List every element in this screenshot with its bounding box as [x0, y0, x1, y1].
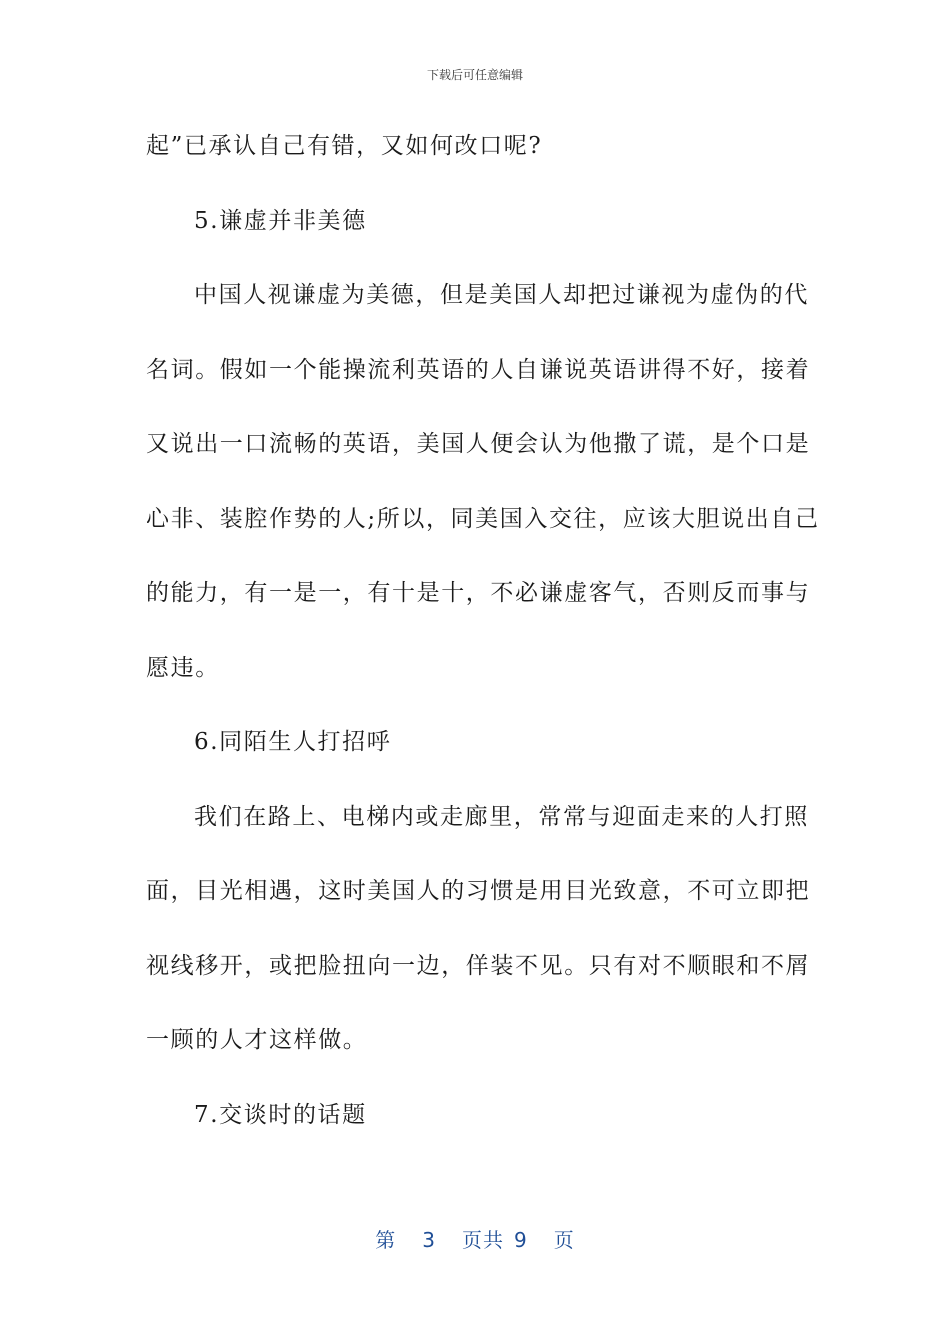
paragraph-line: 我们在路上、电梯内或走廊里，常常与迎面走来的人打照: [194, 803, 809, 830]
paragraph-line: 又说出一口流畅的英语，美国人便会认为他撒了谎，是个口是: [146, 431, 811, 457]
paragraph-line: 的能力，有一是一，有十是十，不必谦虚客气，否则反而事与: [146, 580, 811, 606]
section-heading-7: 7.交谈时的话题: [194, 1101, 367, 1128]
paragraph-line: 视线移开，或把脸扭向一边，佯装不见。只有对不顺眼和不屑: [146, 952, 811, 979]
section-heading-6: 6.同陌生人打招呼: [194, 729, 392, 755]
page-suffix: 页: [553, 1228, 575, 1252]
paragraph-line: 名词。假如一个能操流利英语的人自谦说英语讲得不好，接着: [146, 356, 811, 383]
paragraph-line: 一顾的人才这样做。: [146, 1027, 368, 1053]
total-pages-number: 9: [514, 1228, 528, 1252]
current-page-number: 3: [422, 1228, 436, 1252]
page-prefix: 第: [375, 1228, 397, 1252]
page-footer: [0, 1224, 950, 1253]
paragraph-line: 愿违。: [146, 654, 220, 681]
section-heading-5: 5.谦虚并非美德: [194, 207, 367, 234]
paragraph-line: 起”已承认自己有错，又如何改口呢?: [146, 133, 543, 159]
page-mid: 页共: [462, 1228, 504, 1252]
paragraph-line: 中国人视谦虚为美德，但是美国人却把过谦视为虚伪的代: [194, 282, 809, 308]
document-body: [146, 120, 820, 1163]
paragraph-line: 面，目光相遇，这时美国人的习惯是用目光致意，不可立即把: [146, 878, 811, 904]
header-note: 下载后可任意编辑: [426, 68, 523, 82]
paragraph-line: 心非、装腔作势的人;所以，同美国入交往，应该大胆说出自己: [146, 505, 820, 532]
